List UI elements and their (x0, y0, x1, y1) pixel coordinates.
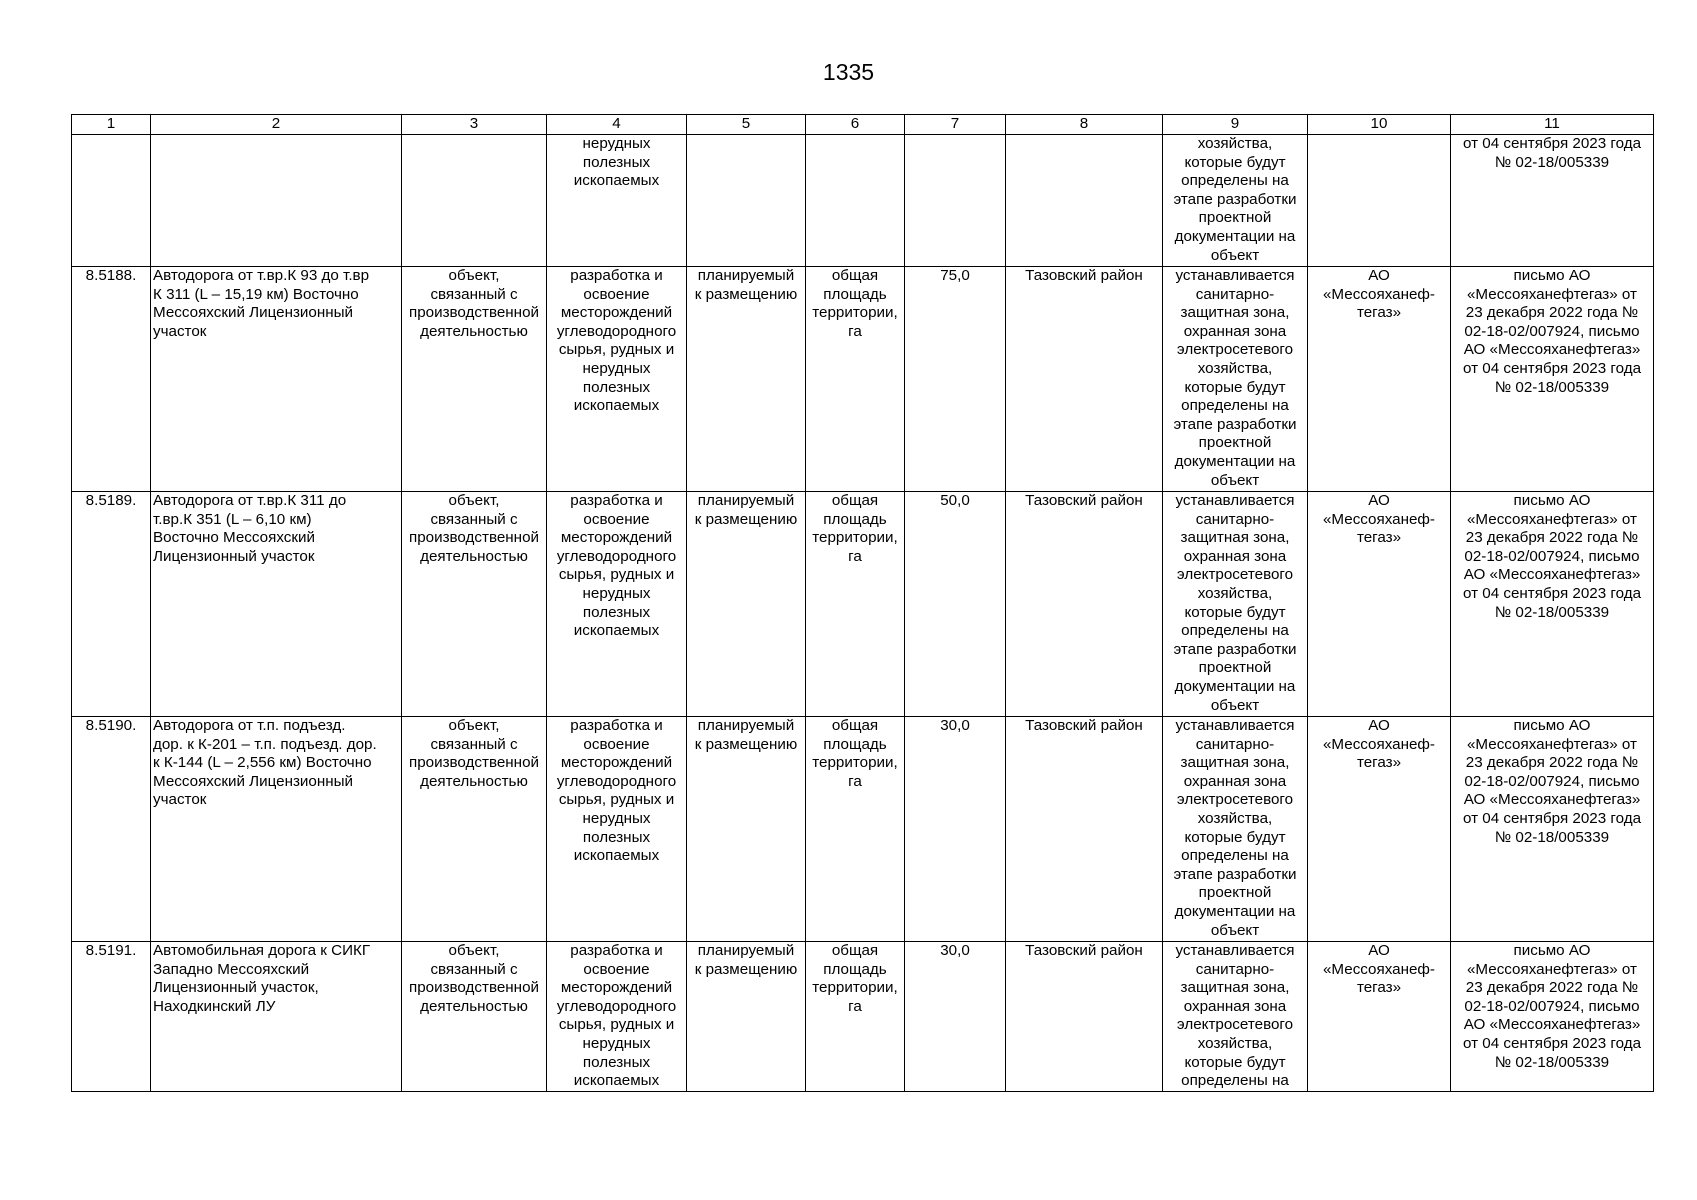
object-status: планируемый к размещению (687, 492, 806, 717)
organization: АО «Мессояханеф- тегаз» (1308, 942, 1451, 1092)
location: Тазовский район (1006, 717, 1163, 942)
column-header: 8 (1006, 115, 1163, 135)
object-type: объект, связанный с производственной деятельностью (402, 942, 547, 1092)
object-name (151, 135, 402, 267)
characteristic-value: 30,0 (905, 942, 1006, 1092)
organization: АО «Мессояханеф- тегаз» (1308, 492, 1451, 717)
row-number: 8.5188. (72, 267, 151, 492)
location: Тазовский район (1006, 492, 1163, 717)
object-name: Автодорога от т.вр.К 311 до т.вр.К 351 (L – 6,10 км) Восточно Мессояхский Лицензионный участок (151, 492, 402, 717)
object-purpose: разработка и освоение месторождений углеводородного сырья, рудных и нерудных полезных ископаемых (547, 492, 687, 717)
characteristic-value: 30,0 (905, 717, 1006, 942)
column-header: 9 (1163, 115, 1308, 135)
location (1006, 135, 1163, 267)
table-row (72, 717, 1654, 942)
zones: устанавливается санитарно- защитная зона, охранная зона электросетевого хозяйства, которые будут определены на этапе разработки проектной документации на объект (1163, 717, 1308, 942)
object-status (687, 135, 806, 267)
column-header: 5 (687, 115, 806, 135)
column-header: 2 (151, 115, 402, 135)
basis-document: письмо АО «Мессояханефтегаз» от 23 декабря 2022 года № 02-18-02/007924, письмо АО «Мессояханефтегаз» от 04 сентября 2023 года № 02-18/005339 (1451, 717, 1654, 942)
basis-document: письмо АО «Мессояханефтегаз» от 23 декабря 2022 года № 02-18-02/007924, письмо АО «Мессояханефтегаз» от 04 сентября 2023 года № 02-18/005339 (1451, 267, 1654, 492)
column-header: 6 (806, 115, 905, 135)
basis-document: от 04 сентября 2023 года № 02-18/005339 (1451, 135, 1654, 267)
row-number: 8.5190. (72, 717, 151, 942)
organization (1308, 135, 1451, 267)
characteristic-value: 50,0 (905, 492, 1006, 717)
object-status: планируемый к размещению (687, 942, 806, 1092)
object-status: планируемый к размещению (687, 267, 806, 492)
object-purpose: разработка и освоение месторождений углеводородного сырья, рудных и нерудных полезных ископаемых (547, 267, 687, 492)
zones: хозяйства, которые будут определены на этапе разработки проектной документации на объект (1163, 135, 1308, 267)
table-row (72, 942, 1654, 1092)
table-row (72, 135, 1654, 267)
zones: устанавливается санитарно- защитная зона, охранная зона электросетевого хозяйства, которые будут определены на (1163, 942, 1308, 1092)
object-name: Автодорога от т.п. подъезд. дор. к К-201 – т.п. подъезд. дор. к К-144 (L – 2,556 км) Восточно Мессояхский Лицензионный участок (151, 717, 402, 942)
location: Тазовский район (1006, 942, 1163, 1092)
location: Тазовский район (1006, 267, 1163, 492)
column-header: 11 (1451, 115, 1654, 135)
basis-document: письмо АО «Мессояханефтегаз» от 23 декабря 2022 года № 02-18-02/007924, письмо АО «Мессояханефтегаз» от 04 сентября 2023 года № 02-18/005339 (1451, 942, 1654, 1092)
zones: устанавливается санитарно- защитная зона, охранная зона электросетевого хозяйства, которые будут определены на этапе разработки проектной документации на объект (1163, 492, 1308, 717)
characteristic-name: общая площадь территории, га (806, 942, 905, 1092)
object-name: Автомобильная дорога к СИКГ Западно Мессояхский Лицензионный участок, Находкинский ЛУ (151, 942, 402, 1092)
object-purpose: разработка и освоение месторождений углеводородного сырья, рудных и нерудных полезных ископаемых (547, 717, 687, 942)
column-header: 4 (547, 115, 687, 135)
characteristic-name: общая площадь территории, га (806, 717, 905, 942)
column-header: 1 (72, 115, 151, 135)
zones: устанавливается санитарно- защитная зона, охранная зона электросетевого хозяйства, которые будут определены на этапе разработки проектной документации на объект (1163, 267, 1308, 492)
characteristic-value: 75,0 (905, 267, 1006, 492)
column-header: 7 (905, 115, 1006, 135)
organization: АО «Мессояханеф- тегаз» (1308, 267, 1451, 492)
row-number (72, 135, 151, 267)
row-number: 8.5191. (72, 942, 151, 1092)
characteristic-value (905, 135, 1006, 267)
object-purpose: нерудных полезных ископаемых (547, 135, 687, 267)
column-header: 10 (1308, 115, 1451, 135)
organization: АО «Мессояханеф- тегаз» (1308, 717, 1451, 942)
object-type: объект, связанный с производственной деятельностью (402, 492, 547, 717)
registry-table (71, 114, 1654, 1092)
header-row (72, 115, 1654, 135)
characteristic-name (806, 135, 905, 267)
characteristic-name: общая площадь территории, га (806, 267, 905, 492)
object-status: планируемый к размещению (687, 717, 806, 942)
table-row (72, 492, 1654, 717)
characteristic-name: общая площадь территории, га (806, 492, 905, 717)
object-name: Автодорога от т.вр.К 93 до т.вр К 311 (L – 15,19 км) Восточно Мессояхский Лицензионный участок (151, 267, 402, 492)
object-type (402, 135, 547, 267)
basis-document: письмо АО «Мессояханефтегаз» от 23 декабря 2022 года № 02-18-02/007924, письмо АО «Мессояханефтегаз» от 04 сентября 2023 года № 02-18/005339 (1451, 492, 1654, 717)
table-row (72, 267, 1654, 492)
row-number: 8.5189. (72, 492, 151, 717)
page-number: 1335 (822, 59, 875, 85)
column-header: 3 (402, 115, 547, 135)
object-purpose: разработка и освоение месторождений углеводородного сырья, рудных и нерудных полезных ископаемых (547, 942, 687, 1092)
object-type: объект, связанный с производственной деятельностью (402, 717, 547, 942)
object-type: объект, связанный с производственной деятельностью (402, 267, 547, 492)
